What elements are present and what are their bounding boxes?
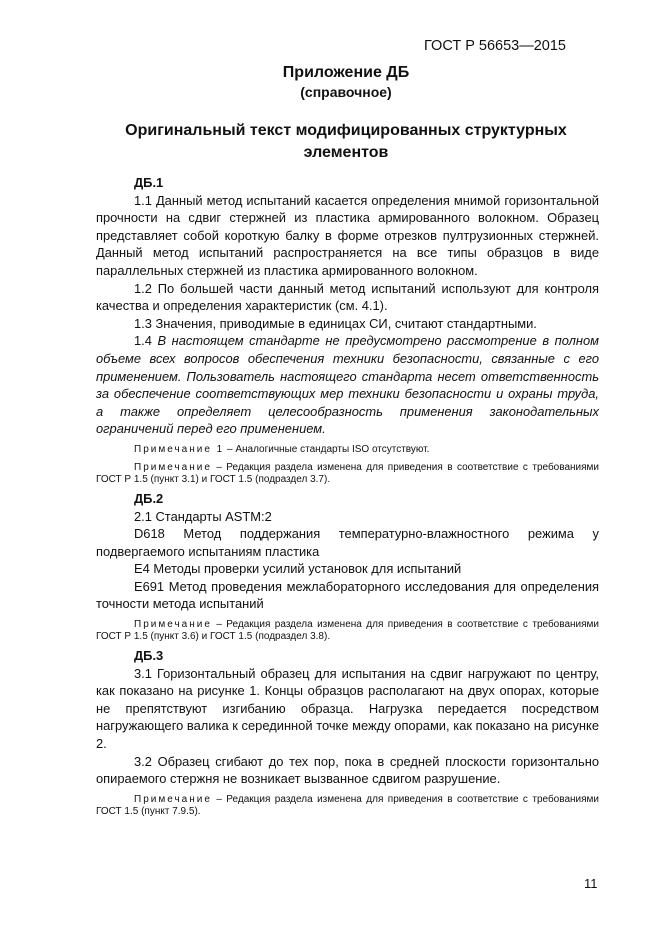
paragraph: 3.1 Горизонтальный образец для испытания на сдвиг нагружают по центру, как показано на рисунке 1. Концы образцов располагают на двух опорах, которые не препятствуют изгибанию образца. Нагрузка передается посредством нагружающего валика к серединной точке между опорами, как показано на рисунке 2. bbox=[96, 665, 599, 752]
document-body bbox=[96, 174, 599, 818]
note-text: – Аналогичные стандарты ISO отсутствуют. bbox=[224, 443, 430, 455]
document-code: ГОСТ Р 56653—2015 bbox=[424, 38, 566, 54]
note-text: – Редакция раздела изменена для приведения в соответствие с требованиями ГОСТ Р 1.5 (пункт 3.6) и ГОСТ 1.5 (подраздел 3.8). bbox=[96, 619, 599, 643]
paragraph: 1.3 Значения, приводимые в единицах СИ, считают стандартными. bbox=[134, 315, 537, 331]
paragraph: E4 Методы проверки усилий установок для испытаний bbox=[134, 561, 462, 577]
note-label: Примечание bbox=[134, 619, 212, 631]
note bbox=[96, 462, 599, 486]
paragraph bbox=[96, 332, 599, 438]
page-number: 11 bbox=[584, 876, 598, 891]
appendix-subtitle: (справочное) bbox=[300, 84, 392, 100]
paragraph: 1.2 По большей части данный метод испытаний используют для контроля качества и определения характеристик (см. 4.1). bbox=[96, 280, 599, 314]
italic-clause-text: В настоящем стандарте не предусмотрено рассмотрение в полном объеме всех вопросов обеспечения техники безопасности, связанные с его применением. Пользователь настоящего стандарта несет ответственность за обеспечение соответствующих мер техники безопасности и охраны труда, а также определяет целесообразность применения законодательных ограничений перед его применением. bbox=[96, 333, 599, 437]
paragraph: 3.2 Образец сгибают до тех пор, пока в средней плоскости горизонтально опираемого стержня не возникает вызванное сдвигом разрушение. bbox=[96, 753, 599, 787]
note bbox=[96, 794, 599, 818]
paragraph: D618 Метод поддержания температурно-влажностного режима у подвергаемого испытаниям пластика bbox=[96, 526, 599, 559]
paragraph: 1.1 Данный метод испытаний касается определения мнимой горизонтальной прочности на сдвиг стержней из пластика армированного волокном. Образец представляет собой короткую балку в форме отрезков пултрузионных стержней. Данный метод испытаний распространяется на все типы образцов в виде параллельных стержней из пластика армированного волокном. bbox=[96, 192, 599, 278]
appendix-heading bbox=[0, 120, 661, 164]
section-label: ДБ.3 bbox=[134, 648, 164, 664]
note bbox=[96, 619, 599, 643]
note-label: Примечание 1 bbox=[134, 443, 225, 455]
note-text: – Редакция раздела изменена для приведения в соответствие с требованиями ГОСТ Р 1.5 (пункт 3.1) и ГОСТ 1.5 (подраздел 3.7). bbox=[96, 461, 599, 485]
section-label: ДБ.1 bbox=[134, 175, 164, 190]
note-label: Примечание bbox=[134, 461, 212, 473]
clause-number: 1.4 bbox=[134, 333, 152, 349]
appendix-title: Приложение ДБ bbox=[282, 64, 410, 81]
note-label: Примечание bbox=[134, 793, 212, 805]
section-label: ДБ.2 bbox=[134, 490, 164, 506]
note-text: – Редакция раздела изменена для приведения в соответствие с требованиями ГОСТ 1.5 (пункт 7.9.5). bbox=[96, 793, 599, 817]
heading-text: Оригинальный текст модифицированных структурных элементов bbox=[125, 122, 567, 161]
paragraph: E691 Метод проведения межлабораторного исследования для определения точности метода испытаний bbox=[96, 578, 599, 612]
note bbox=[96, 444, 599, 456]
paragraph: 2.1 Стандарты ASTM:2 bbox=[134, 508, 272, 524]
